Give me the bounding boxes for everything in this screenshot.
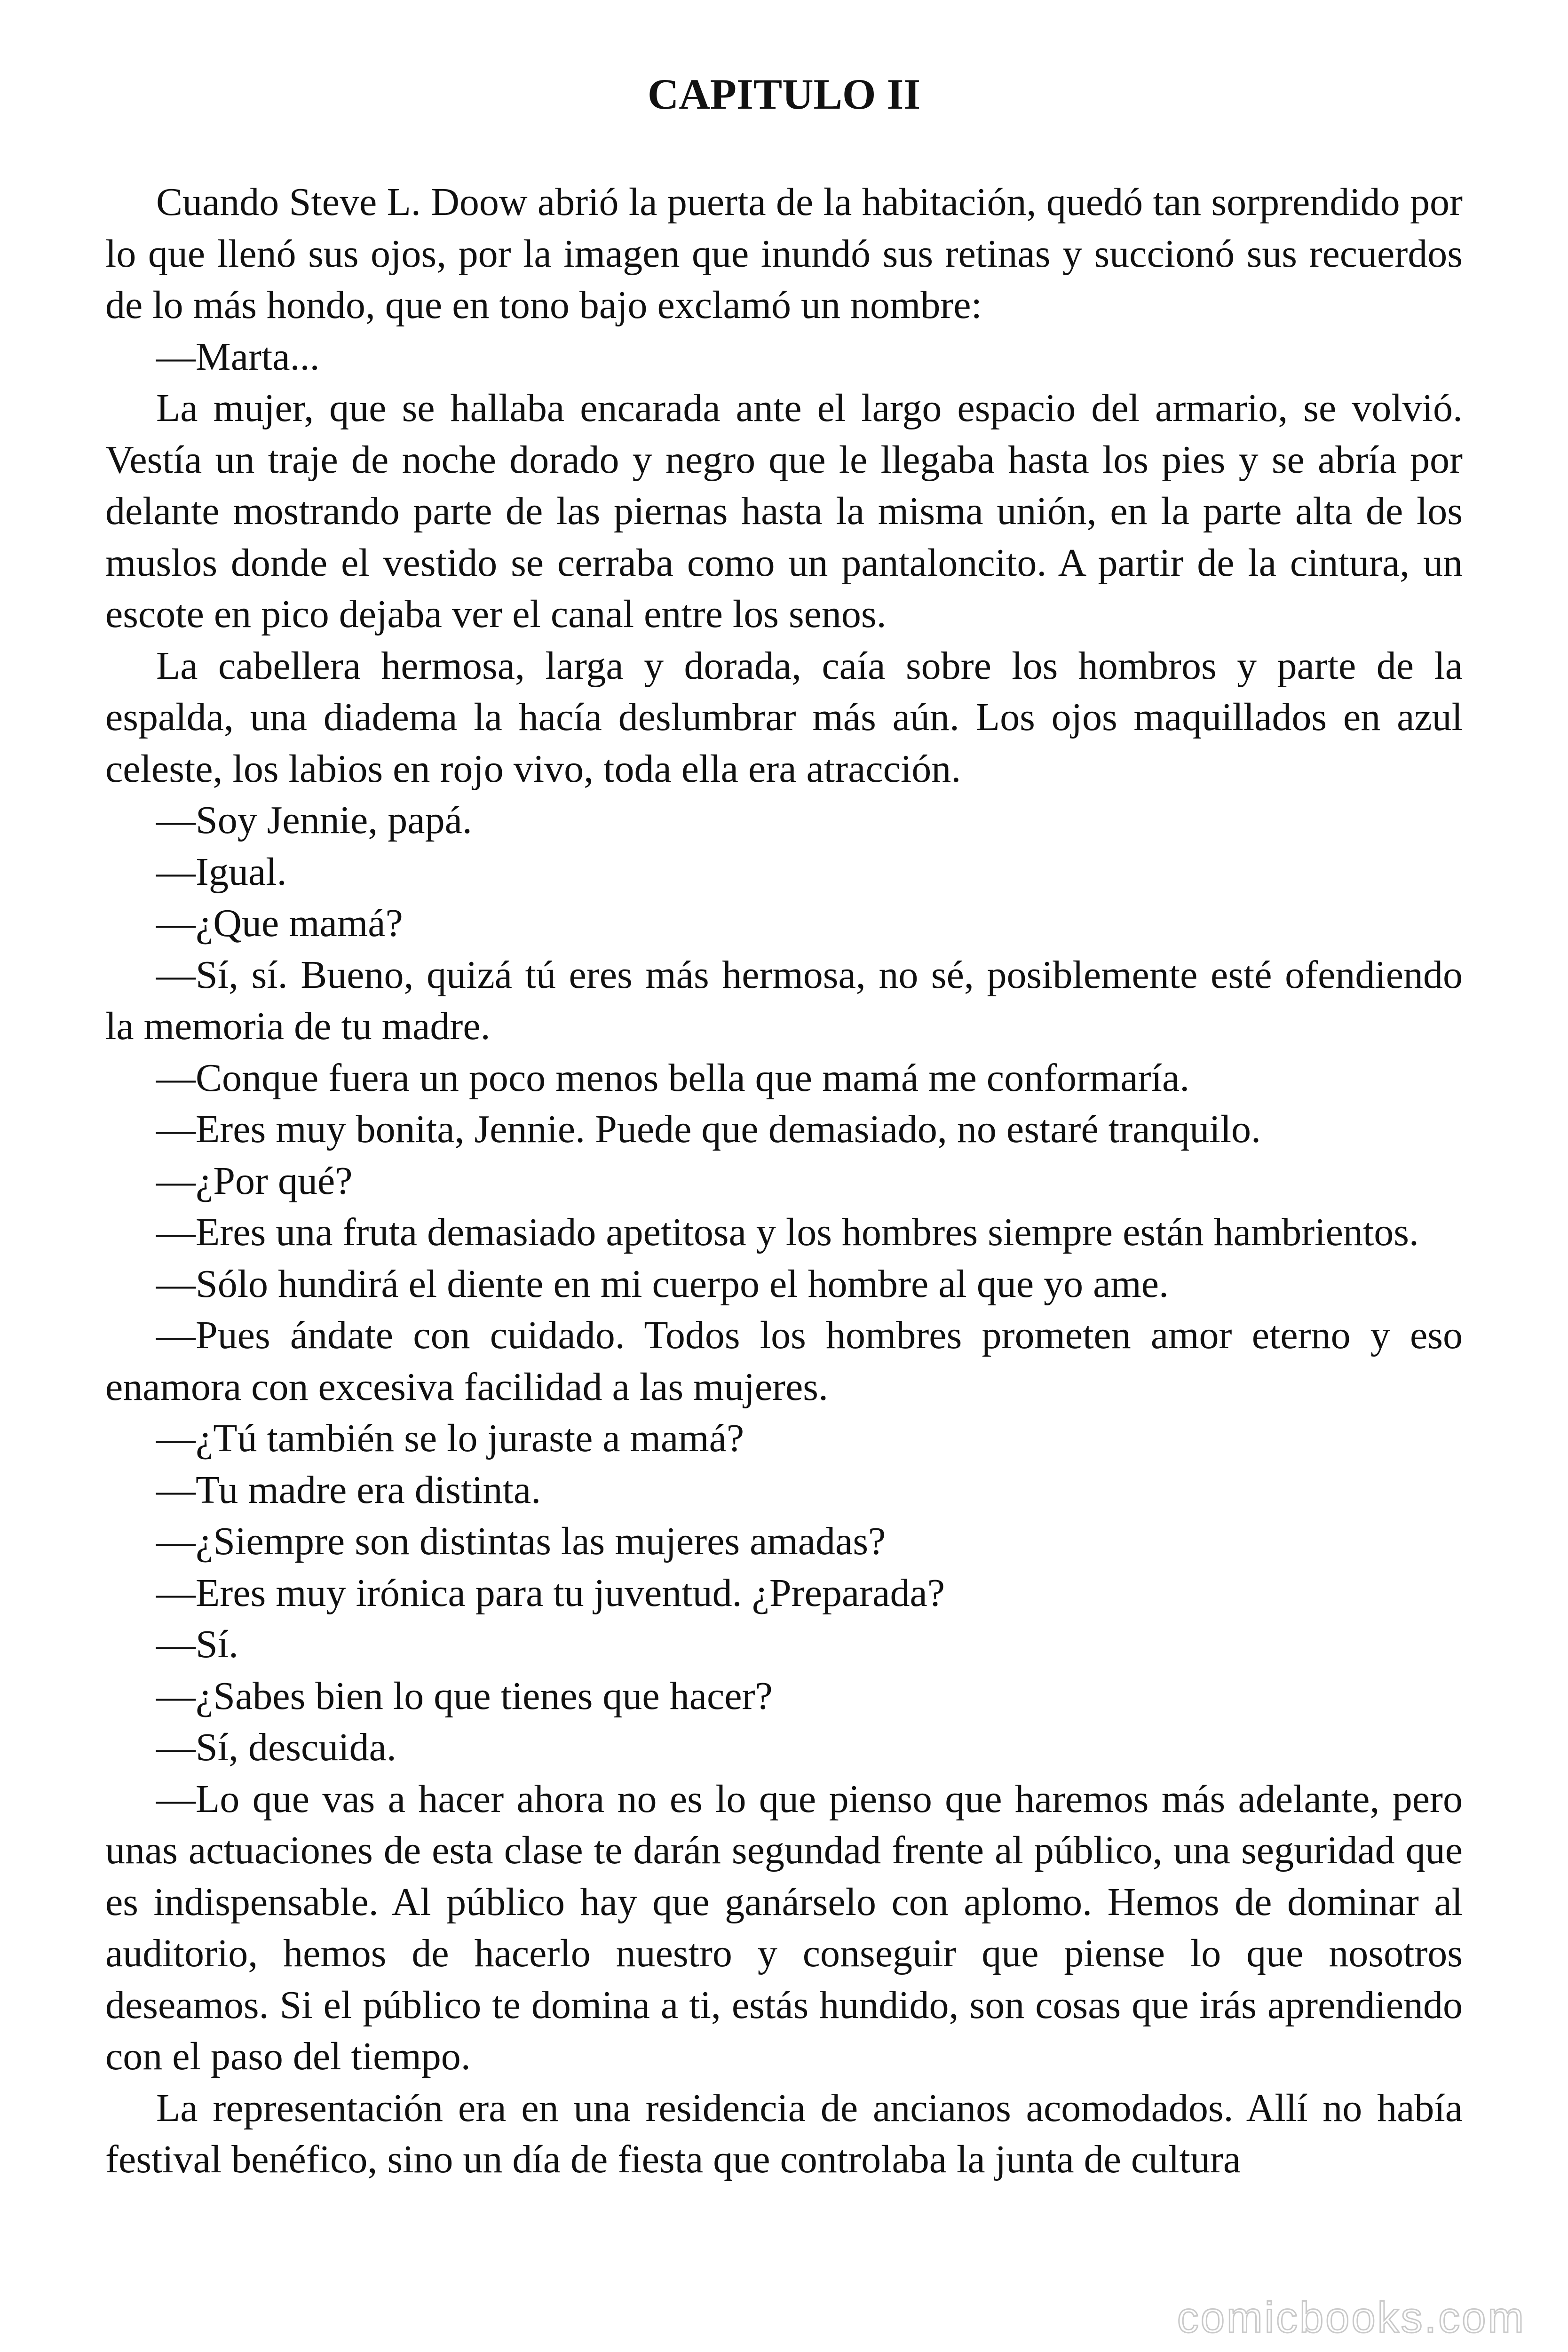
paragraph: —¿Siempre son distintas las mujeres amadas?: [156, 1519, 886, 1563]
paragraph: —Sí.: [156, 1622, 239, 1666]
paragraph: —Eres muy bonita, Jennie. Puede que demasiado, no estaré tranquilo.: [156, 1107, 1261, 1151]
paragraph: —Eres una fruta demasiado apetitosa y los hombres siempre están hambrientos.: [156, 1210, 1419, 1254]
paragraph: —Sólo hundirá el diente en mi cuerpo el hombre al que yo ame.: [156, 1262, 1169, 1306]
paragraph: —Tu madre era distinta.: [156, 1468, 541, 1512]
paragraph: —¿Por qué?: [156, 1159, 353, 1203]
paragraph: —Igual.: [156, 850, 287, 894]
paragraph: —Lo que vas a hacer ahora no es lo que pienso que haremos más adelante, pero unas actuaciones de esta clase te darán segundad frente al público, una seguridad que es indispensable. Al público hay que ganárselo con aplomo. Hemos de dominar al auditorio, hemos de hacerlo nuestro y conseguir que piense lo que nosotros deseamos. Si el público te domina a ti, estás hundido, son cosas que irás aprendiendo con el paso del tiempo.: [105, 1777, 1463, 2078]
chapter-body: [105, 176, 1463, 2185]
watermark: comicbooks.com: [1177, 2294, 1526, 2342]
paragraph: —Soy Jennie, papá.: [156, 798, 472, 842]
paragraph: —Sí, sí. Bueno, quizá tú eres más hermosa, no sé, posiblemente esté ofendiendo la memoria de tu madre.: [105, 953, 1463, 1048]
paragraph: —Eres muy irónica para tu juventud. ¿Preparada?: [156, 1571, 945, 1615]
paragraph-last: La representación era en una residencia de ancianos acomodados. Allí no había festival benéfico, sino un día de fiesta que controlaba la junta de cultura: [105, 2086, 1463, 2181]
paragraph: —Conque fuera un poco menos bella que mamá me conformaría.: [156, 1056, 1190, 1100]
paragraph: —Marta...: [156, 334, 320, 379]
paragraph: —¿Que mamá?: [156, 901, 403, 945]
paragraph: —Sí, descuida.: [156, 1725, 396, 1769]
chapter-title: CAPITULO II: [647, 70, 921, 118]
paragraph: La cabellera hermosa, larga y dorada, caía sobre los hombros y parte de la espalda, una diadema la hacía deslumbrar más aún. Los ojos maquillados en azul celeste, los labios en rojo vivo, toda ella era atracción.: [105, 644, 1463, 791]
paragraph: Cuando Steve L. Doow abrió la puerta de la habitación, quedó tan sorprendido por lo que llenó sus ojos, por la imagen que inundó sus retinas y succionó sus recuerdos de lo más hondo, que en tono bajo exclamó un nombre:: [105, 180, 1463, 327]
paragraph: —¿Tú también se lo juraste a mamá?: [156, 1416, 744, 1460]
paragraph: La mujer, que se hallaba encarada ante el largo espacio del armario, se volvió. Vestía un traje de noche dorado y negro que le llegaba hasta los pies y se abría por delante mostrando parte de las piernas hasta la misma unión, en la parte alta de los muslos donde el vestido se cerraba como un pantaloncito. A partir de la cintura, un escote en pico dejaba ver el canal entre los senos.: [105, 386, 1463, 636]
paragraph: —¿Sabes bien lo que tienes que hacer?: [156, 1674, 773, 1718]
paragraph: —Pues ándate con cuidado. Todos los hombres prometen amor eterno y eso enamora con excesiva facilidad a las mujeres.: [105, 1313, 1463, 1409]
